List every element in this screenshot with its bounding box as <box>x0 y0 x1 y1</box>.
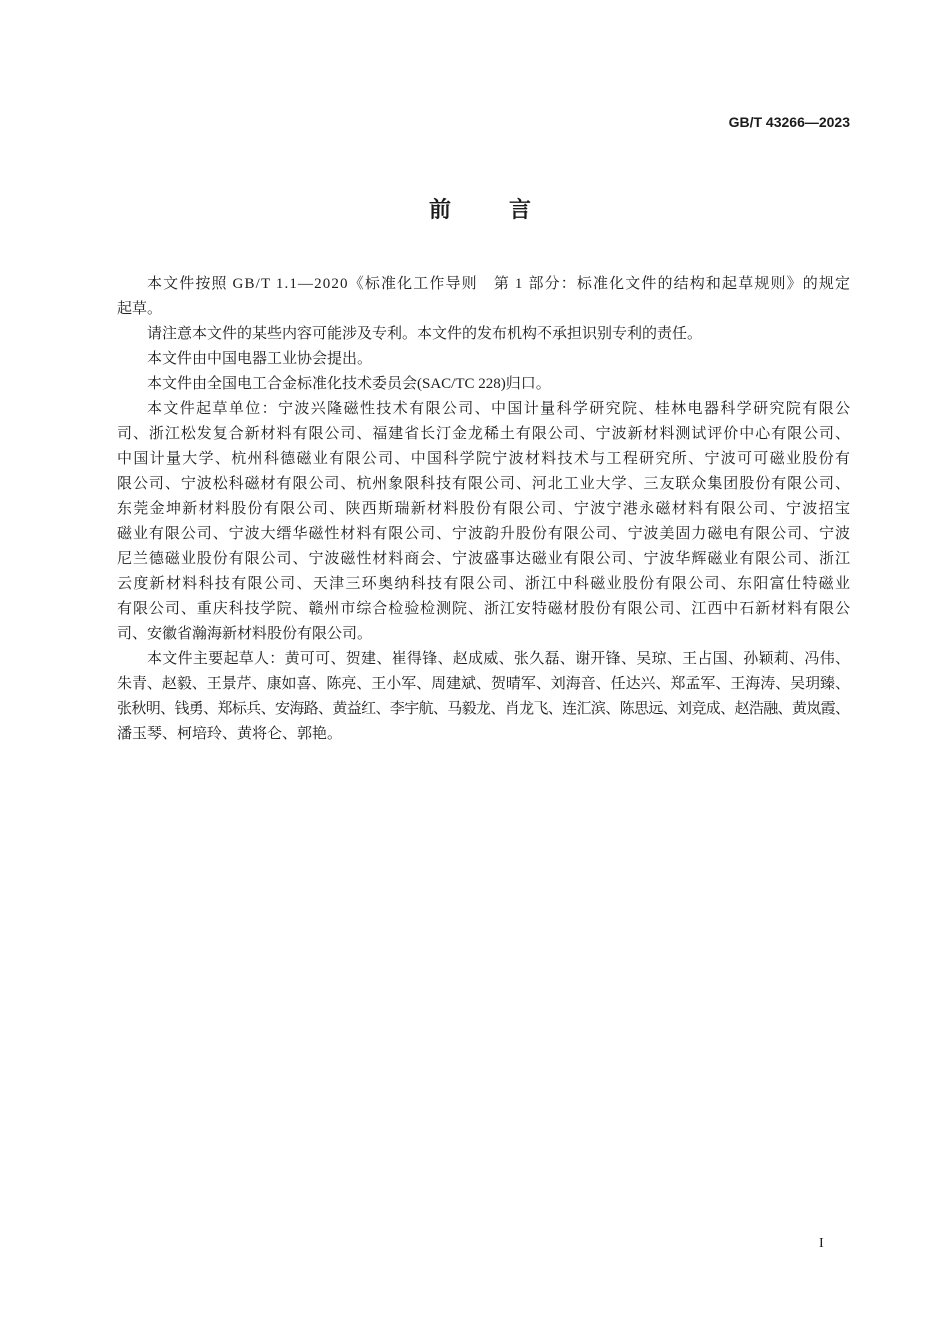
standard-number: GB/T 43266—2023 <box>728 114 850 130</box>
paragraph-committee <box>117 372 850 397</box>
paragraph-drafters <box>117 647 850 747</box>
paragraph-line: 本文件由全国电工合金标准化技术委员会(SAC/TC 228)归口。 <box>147 376 551 392</box>
paragraph-line: 司、浙江松发复合新材料有限公司、福建省长汀金龙稀土有限公司、宁波新材料测试评价中心有限公司、 <box>117 426 851 442</box>
page-number: I <box>819 1236 824 1251</box>
paragraph-line: 磁业有限公司、宁波大缙华磁性材料有限公司、宁波韵升股份有限公司、宁波美固力磁电有限公司、宁波 <box>117 526 851 542</box>
foreword-body <box>117 272 850 747</box>
paragraph-proposer <box>117 347 850 372</box>
paragraph-line: 东莞金坤新材料股份有限公司、陕西斯瑞新材料股份有限公司、宁波宁港永磁材料有限公司、宁波招宝 <box>117 501 852 517</box>
paragraph-line: 本文件起草单位：宁波兴隆磁性技术有限公司、中国计量科学研究院、桂林电器科学研究院有限公 <box>147 401 852 417</box>
page-title: 前言 <box>428 197 589 222</box>
paragraph-line: 本文件按照 GB/T 1.1—2020《标准化工作导则 第 1 部分：标准化文件的结构和起草规则》的规定 <box>147 276 852 292</box>
paragraph-patent-notice <box>117 322 850 347</box>
paragraph-line: 尼兰德磁业股份有限公司、宁波磁性材料商会、宁波盛事达磁业有限公司、宁波华辉磁业有限公司、浙江 <box>117 551 851 567</box>
paragraph-line: 有限公司、重庆科技学院、赣州市综合检验检测院、浙江安特磁材股份有限公司、江西中石新材料有限公 <box>117 601 851 617</box>
paragraph-drafting-basis <box>117 272 850 322</box>
paragraph-line: 请注意本文件的某些内容可能涉及专利。本文件的发布机构不承担识别专利的责任。 <box>147 326 703 342</box>
paragraph-line: 本文件主要起草人：黄可可、贺建、崔得锋、赵成威、张久磊、谢开锋、吴琼、王占国、孙颖莉、冯伟、 <box>147 651 851 667</box>
paragraph-line: 云度新材料科技有限公司、天津三环奥纳科技有限公司、浙江中科磁业股份有限公司、东阳富仕特磁业 <box>117 576 852 592</box>
paragraph-line: 张秋明、钱勇、郑标兵、安海路、黄益红、李宇航、马毅龙、肖龙飞、连汇滨、陈思远、刘竞成、赵浩融、黄岚霞、 <box>117 701 850 717</box>
paragraph-line: 本文件由中国电器工业协会提出。 <box>147 351 373 367</box>
paragraph-line: 中国计量大学、杭州科德磁业有限公司、中国科学院宁波材料技术与工程研究所、宁波可可磁业股份有 <box>117 451 852 467</box>
paragraph-line: 司、安徽省瀚海新材料股份有限公司。 <box>117 626 373 642</box>
paragraph-line: 限公司、宁波松科磁材有限公司、杭州象限科技有限公司、河北工业大学、三友联众集团股份有限公司、 <box>117 476 851 492</box>
paragraph-line: 起草。 <box>117 301 163 317</box>
paragraph-line: 朱青、赵毅、王景芹、康如喜、陈亮、王小军、周建斌、贺晴军、刘海音、任达兴、郑孟军、王海涛、吴玥臻、 <box>117 676 850 692</box>
paragraph-line: 潘玉琴、柯培玲、黄将仑、郭艳。 <box>117 726 343 742</box>
paragraph-drafting-units <box>117 397 850 647</box>
